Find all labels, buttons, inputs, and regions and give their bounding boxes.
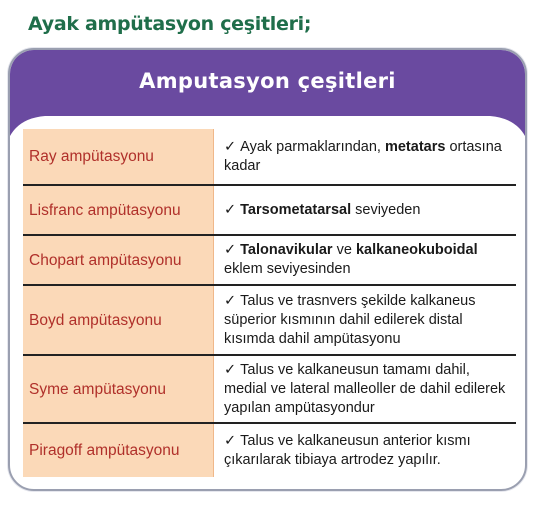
description-text: Talus ve kalkaneusun anterior kısmı çıkarılarak tibiaya artrodez yapılır. — [224, 432, 471, 468]
amputation-name: Ray ampütasyonu — [23, 129, 214, 185]
table-row — [23, 129, 516, 185]
amputation-types-card — [8, 48, 527, 491]
table-row — [23, 423, 516, 477]
table-row — [23, 285, 516, 355]
card-title: Amputasyon çeşitleri — [139, 69, 396, 93]
amputation-description — [214, 129, 517, 185]
description-text: Ayak parmaklarından, — [240, 138, 385, 155]
bold-term: metatars — [384, 138, 446, 155]
description-text: ortasına kadar — [224, 138, 502, 174]
amputation-name: Chopart ampütasyonu — [23, 235, 214, 285]
checkmark-icon: ✓ — [224, 361, 237, 378]
amputation-description — [214, 285, 517, 355]
amputation-name: Piragoff ampütasyonu — [23, 423, 214, 477]
amputation-description — [214, 423, 517, 477]
card-header — [10, 50, 525, 114]
checkmark-icon: ✓ — [224, 242, 237, 258]
amputation-name: Lisfranc ampütasyonu — [23, 185, 214, 235]
bold-term: Talonavikular — [240, 242, 333, 258]
description-text: seviyeden — [351, 201, 421, 218]
amputation-description — [214, 355, 517, 423]
amputation-table — [23, 129, 516, 477]
checkmark-icon: ✓ — [224, 138, 237, 155]
description-text: ve — [332, 242, 356, 258]
page-heading: Ayak ampütasyon çeşitleri; — [28, 13, 312, 35]
amputation-description — [214, 235, 517, 285]
table-row — [23, 235, 516, 285]
table-row — [23, 185, 516, 235]
amputation-name: Syme ampütasyonu — [23, 355, 214, 423]
bold-term: kalkaneokuboidal — [355, 242, 478, 258]
description-text: Talus ve kalkaneusun tamamı dahil, medial ve lateral malleoller de dahil edilerek yapılan ampütasyondur — [224, 361, 506, 416]
checkmark-icon: ✓ — [224, 432, 237, 449]
table-row — [23, 355, 516, 423]
checkmark-icon: ✓ — [224, 201, 237, 218]
description-text: Talus ve trasnvers şekilde kalkaneus süperior kısmının dahil edilerek distal kısımda dahil ampütasyonu — [224, 292, 476, 347]
amputation-description — [214, 185, 517, 235]
description-text: eklem seviyesinden — [224, 261, 351, 277]
bold-term: Tarsometatarsal — [240, 201, 352, 218]
amputation-name: Boyd ampütasyonu — [23, 285, 214, 355]
checkmark-icon: ✓ — [224, 292, 237, 309]
